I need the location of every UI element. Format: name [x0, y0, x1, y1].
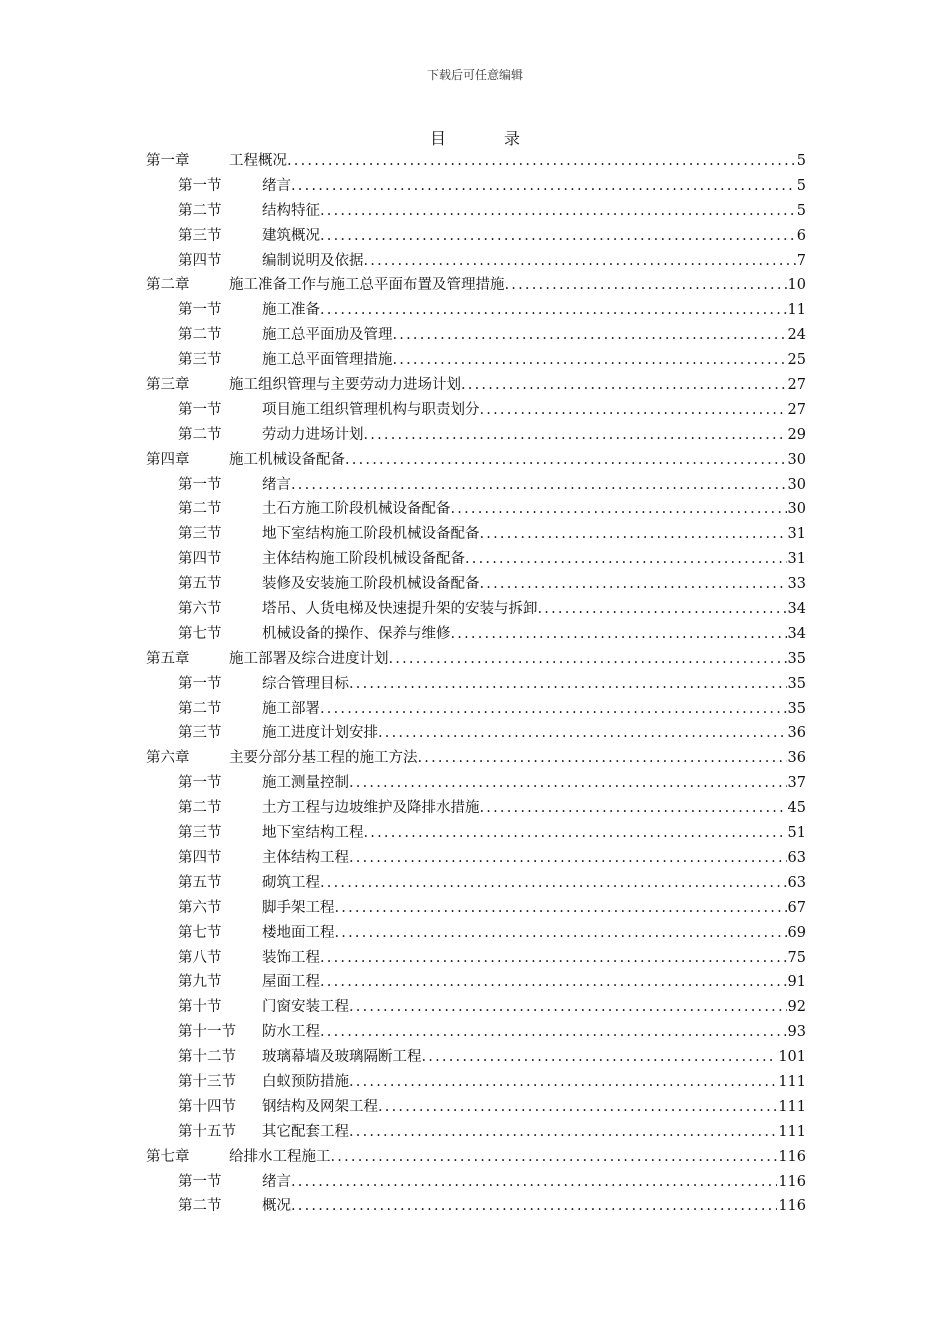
toc-entry-page-number: 63: [787, 849, 806, 866]
toc-dot-leader: [349, 1070, 777, 1095]
toc-entry-title: 施工准备: [262, 302, 320, 319]
toc-dot-leader: [389, 647, 787, 672]
toc-entry-page-number: 36: [787, 725, 806, 742]
toc-dot-leader: [335, 896, 787, 921]
toc-dot-leader: [451, 497, 787, 522]
toc-entry-number: 第三章: [146, 377, 190, 394]
toc-entry-number: 第十二节: [178, 1049, 236, 1066]
toc-entry-page-number: 75: [787, 949, 806, 966]
toc-entry-page-number: 30: [787, 501, 806, 518]
toc-entry-title: 门窗安装工程: [262, 999, 349, 1016]
toc-entry-number: 第一节: [178, 302, 222, 319]
toc-entry-page-number: 111: [778, 1073, 806, 1090]
toc-entry-page-number: 37: [787, 775, 806, 792]
toc-entry-title: 施工部署及综合进度计划: [229, 650, 389, 667]
toc-entry-number: 第四节: [178, 849, 222, 866]
toc-entry-number: 第十四节: [178, 1098, 236, 1115]
toc-dot-leader: [320, 970, 787, 995]
toc-section-entry[interactable]: [146, 522, 806, 547]
toc-entry-page-number: 35: [787, 700, 806, 717]
toc-section-entry[interactable]: [146, 1120, 806, 1145]
toc-chapter-entry[interactable]: [146, 647, 806, 672]
toc-entry-page-number: 27: [787, 377, 806, 394]
toc-section-entry[interactable]: [146, 946, 806, 971]
toc-entry-number: 第三节: [178, 352, 222, 369]
toc-chapter-entry[interactable]: [146, 373, 806, 398]
toc-dot-leader: [393, 323, 787, 348]
toc-dot-leader: [465, 547, 787, 572]
toc-entry-page-number: 35: [787, 675, 806, 692]
toc-entry-number: 第一节: [178, 1173, 222, 1190]
page-header: 下载后可任意编辑: [426, 68, 523, 82]
toc-dot-leader: [320, 199, 796, 224]
toc-entry-title: 装饰工程: [262, 949, 320, 966]
toc-chapter-entry[interactable]: [146, 149, 806, 174]
toc-entry-number: 第四章: [146, 451, 190, 468]
toc-dot-leader: [480, 796, 787, 821]
toc-chapter-entry[interactable]: [146, 746, 806, 771]
toc-entry-number: 第一章: [146, 153, 190, 169]
toc-entry-page-number: 31: [787, 526, 806, 543]
toc-dot-leader: [331, 1145, 778, 1170]
toc-entry-number: 第十一节: [178, 1024, 236, 1041]
toc-dot-leader: [364, 249, 796, 274]
toc-section-entry[interactable]: [146, 721, 806, 746]
toc-section-entry[interactable]: [146, 348, 806, 373]
toc-entry-page-number: 5: [796, 202, 806, 219]
toc-dot-leader: [349, 672, 787, 697]
toc-entry-title: 项目施工组织管理机构与职责划分: [262, 401, 480, 418]
toc-title: [0, 126, 950, 149]
toc-section-entry[interactable]: [146, 547, 806, 572]
toc-entry-page-number: 11: [787, 302, 806, 319]
toc-entry-page-number: 92: [787, 999, 806, 1016]
toc-entry-page-number: 24: [787, 327, 806, 344]
toc-entry-number: 第一节: [178, 476, 222, 493]
toc-entry-title: 劳动力进场计划: [262, 426, 364, 443]
toc-entry-page-number: 51: [787, 825, 806, 842]
toc-entry-page-number: 45: [787, 800, 806, 817]
toc-dot-leader: [538, 597, 787, 622]
toc-entry-title: 白蚁预防措施: [262, 1073, 349, 1090]
toc-dot-leader: [461, 373, 787, 398]
toc-section-entry[interactable]: [146, 1194, 806, 1219]
toc-entry-page-number: 5: [796, 153, 806, 169]
toc-entry-title: 主体结构施工阶段机械设备配备: [262, 551, 465, 568]
toc-entry-number: 第十三节: [178, 1073, 236, 1090]
table-of-contents: [146, 149, 806, 1219]
toc-entry-page-number: 33: [787, 576, 806, 593]
toc-entry-page-number: 29: [787, 426, 806, 443]
toc-entry-number: 第七章: [146, 1148, 190, 1165]
toc-entry-page-number: 101: [778, 1049, 806, 1066]
toc-entry-number: 第二节: [178, 700, 222, 717]
toc-entry-number: 第四节: [178, 252, 222, 269]
toc-dot-leader: [320, 298, 787, 323]
toc-entry-number: 第十五节: [178, 1123, 236, 1140]
toc-entry-title: 其它配套工程: [262, 1123, 349, 1140]
toc-entry-number: 第六节: [178, 601, 222, 618]
toc-entry-page-number: 91: [787, 974, 806, 991]
toc-section-entry[interactable]: [146, 572, 806, 597]
toc-dot-leader: [320, 224, 796, 249]
toc-entry-title: 钢结构及网架工程: [262, 1098, 378, 1115]
toc-entry-title: 楼地面工程: [262, 924, 335, 941]
toc-section-entry[interactable]: [146, 298, 806, 323]
toc-dot-leader: [291, 1194, 777, 1219]
toc-title-right: 录: [504, 129, 521, 148]
toc-dot-leader: [287, 149, 796, 174]
toc-section-entry[interactable]: [146, 1095, 806, 1120]
toc-entry-number: 第一节: [178, 177, 222, 194]
toc-section-entry[interactable]: [146, 249, 806, 274]
toc-entry-number: 第六节: [178, 899, 222, 916]
toc-dot-leader: [364, 423, 787, 448]
toc-dot-leader: [480, 522, 787, 547]
toc-entry-page-number: 10: [787, 277, 806, 294]
toc-entry-title: 绪言: [262, 1173, 291, 1190]
toc-entry-number: 第四节: [178, 551, 222, 568]
toc-dot-leader: [349, 771, 787, 796]
toc-entry-page-number: 93: [787, 1024, 806, 1041]
toc-chapter-entry[interactable]: [146, 448, 806, 473]
toc-entry-number: 第五节: [178, 576, 222, 593]
toc-dot-leader: [480, 398, 787, 423]
toc-entry-title: 综合管理目标: [262, 675, 349, 692]
toc-entry-number: 第九节: [178, 974, 222, 991]
toc-section-entry[interactable]: [146, 697, 806, 722]
toc-entry-page-number: 116: [778, 1148, 806, 1165]
toc-dot-leader: [320, 697, 787, 722]
toc-entry-title: 屋面工程: [262, 974, 320, 991]
toc-section-entry[interactable]: [146, 497, 806, 522]
toc-entry-title: 工程概况: [229, 153, 287, 169]
toc-entry-title: 脚手架工程: [262, 899, 335, 916]
toc-entry-number: 第二节: [178, 202, 222, 219]
toc-dot-leader: [418, 746, 787, 771]
toc-entry-title: 机械设备的操作、保养与维修: [262, 625, 451, 642]
toc-entry-title: 编制说明及依据: [262, 252, 364, 269]
toc-entry-page-number: 69: [787, 924, 806, 941]
toc-section-entry[interactable]: [146, 199, 806, 224]
toc-section-entry[interactable]: [146, 1170, 806, 1195]
toc-dot-leader: [364, 821, 787, 846]
toc-section-entry[interactable]: [146, 174, 806, 199]
toc-entry-number: 第七节: [178, 625, 222, 642]
toc-entry-page-number: 36: [787, 750, 806, 767]
toc-entry-page-number: 25: [787, 352, 806, 369]
toc-dot-leader: [451, 622, 787, 647]
toc-dot-leader: [335, 921, 787, 946]
toc-entry-page-number: 34: [787, 601, 806, 618]
toc-dot-leader: [378, 721, 787, 746]
toc-entry-title: 施工准备工作与施工总平面布置及管理措施: [229, 277, 505, 294]
toc-entry-number: 第八节: [178, 949, 222, 966]
toc-entry-title: 地下室结构施工阶段机械设备配备: [262, 526, 480, 543]
toc-dot-leader: [378, 1095, 777, 1120]
toc-entry-page-number: 30: [787, 451, 806, 468]
toc-entry-number: 第二节: [178, 327, 222, 344]
toc-entry-page-number: 116: [778, 1198, 806, 1215]
toc-entry-title: 施工机械设备配备: [229, 451, 345, 468]
toc-section-entry[interactable]: [146, 597, 806, 622]
toc-entry-number: 第一节: [178, 675, 222, 692]
toc-entry-title: 装修及安装施工阶段机械设备配备: [262, 576, 480, 593]
toc-entry-page-number: 111: [778, 1123, 806, 1140]
toc-section-entry[interactable]: [146, 622, 806, 647]
toc-entry-page-number: 6: [796, 227, 806, 244]
toc-entry-title: 绪言: [262, 177, 291, 194]
toc-entry-number: 第六章: [146, 750, 190, 767]
toc-section-entry[interactable]: [146, 821, 806, 846]
toc-dot-leader: [291, 174, 796, 199]
toc-section-entry[interactable]: [146, 1020, 806, 1045]
toc-entry-title: 施工测量控制: [262, 775, 349, 792]
toc-entry-title: 塔吊、人货电梯及快速提升架的安装与拆卸: [262, 601, 538, 618]
toc-section-entry[interactable]: [146, 672, 806, 697]
toc-section-entry[interactable]: [146, 846, 806, 871]
toc-entry-page-number: 7: [796, 252, 806, 269]
toc-entry-number: 第三节: [178, 725, 222, 742]
toc-entry-title: 施工总平面劢及管理: [262, 327, 393, 344]
toc-section-entry[interactable]: [146, 970, 806, 995]
toc-chapter-entry[interactable]: [146, 273, 806, 298]
toc-entry-number: 第二节: [178, 800, 222, 817]
toc-dot-leader: [349, 846, 787, 871]
toc-dot-leader: [505, 273, 787, 298]
toc-entry-title: 绪言: [262, 476, 291, 493]
toc-entry-page-number: 111: [778, 1098, 806, 1115]
toc-dot-leader: [320, 1020, 787, 1045]
toc-entry-page-number: 27: [787, 401, 806, 418]
toc-entry-title: 结构特征: [262, 202, 320, 219]
toc-entry-title: 主要分部分基工程的施工方法: [229, 750, 418, 767]
toc-entry-title: 给排水工程施工: [229, 1148, 331, 1165]
toc-entry-number: 第二节: [178, 1198, 222, 1215]
toc-entry-title: 施工部署: [262, 700, 320, 717]
toc-entry-number: 第五节: [178, 874, 222, 891]
toc-section-entry[interactable]: [146, 1070, 806, 1095]
toc-entry-title: 防水工程: [262, 1024, 320, 1041]
toc-entry-number: 第一节: [178, 775, 222, 792]
toc-entry-page-number: 67: [787, 899, 806, 916]
toc-title-left: 目: [429, 129, 446, 148]
toc-section-entry[interactable]: [146, 323, 806, 348]
toc-entry-number: 第五章: [146, 650, 190, 667]
toc-entry-number: 第三节: [178, 526, 222, 543]
toc-entry-page-number: 31: [787, 551, 806, 568]
toc-section-entry[interactable]: [146, 921, 806, 946]
toc-entry-title: 土石方施工阶段机械设备配备: [262, 501, 451, 518]
toc-section-entry[interactable]: [146, 771, 806, 796]
toc-entry-number: 第二节: [178, 501, 222, 518]
toc-entry-title: 建筑概况: [262, 227, 320, 244]
toc-section-entry[interactable]: [146, 796, 806, 821]
toc-entry-title: 土方工程与边坡维护及降排水措施: [262, 800, 480, 817]
toc-entry-title: 施工进度计划安排: [262, 725, 378, 742]
toc-dot-leader: [320, 946, 787, 971]
toc-entry-title: 施工组织管理与主要劳动力进场计划: [229, 377, 461, 394]
toc-entry-number: 第三节: [178, 825, 222, 842]
toc-section-entry[interactable]: [146, 995, 806, 1020]
toc-entry-title: 地下室结构工程: [262, 825, 364, 842]
toc-dot-leader: [422, 1045, 778, 1070]
toc-entry-title: 砌筑工程: [262, 874, 320, 891]
toc-entry-page-number: 5: [796, 177, 806, 194]
toc-section-entry[interactable]: [146, 398, 806, 423]
toc-dot-leader: [349, 995, 787, 1020]
toc-section-entry[interactable]: [146, 871, 806, 896]
toc-section-entry[interactable]: [146, 423, 806, 448]
toc-entry-number: 第一节: [178, 401, 222, 418]
toc-dot-leader: [291, 473, 787, 498]
toc-dot-leader: [320, 871, 787, 896]
toc-dot-leader: [349, 1120, 777, 1145]
toc-section-entry[interactable]: [146, 473, 806, 498]
toc-entry-number: 第三节: [178, 227, 222, 244]
toc-dot-leader: [345, 448, 787, 473]
toc-entry-number: 第七节: [178, 924, 222, 941]
toc-entry-page-number: 35: [787, 650, 806, 667]
toc-entry-title: 概况: [262, 1198, 291, 1215]
toc-section-entry[interactable]: [146, 896, 806, 921]
toc-dot-leader: [393, 348, 787, 373]
toc-entry-page-number: 30: [787, 476, 806, 493]
toc-entry-number: 第十节: [178, 999, 222, 1016]
toc-entry-page-number: 34: [787, 625, 806, 642]
toc-chapter-entry[interactable]: [146, 1145, 806, 1170]
toc-dot-leader: [291, 1170, 777, 1195]
toc-entry-title: 玻璃幕墙及玻璃隔断工程: [262, 1049, 422, 1066]
toc-dot-leader: [480, 572, 787, 597]
toc-entry-title: 施工总平面管理措施: [262, 352, 393, 369]
toc-section-entry[interactable]: [146, 224, 806, 249]
toc-entry-page-number: 116: [778, 1173, 806, 1190]
toc-entry-page-number: 63: [787, 874, 806, 891]
toc-entry-number: 第二章: [146, 277, 190, 294]
toc-entry-number: 第二节: [178, 426, 222, 443]
toc-section-entry[interactable]: [146, 1045, 806, 1070]
toc-entry-title: 主体结构工程: [262, 849, 349, 866]
